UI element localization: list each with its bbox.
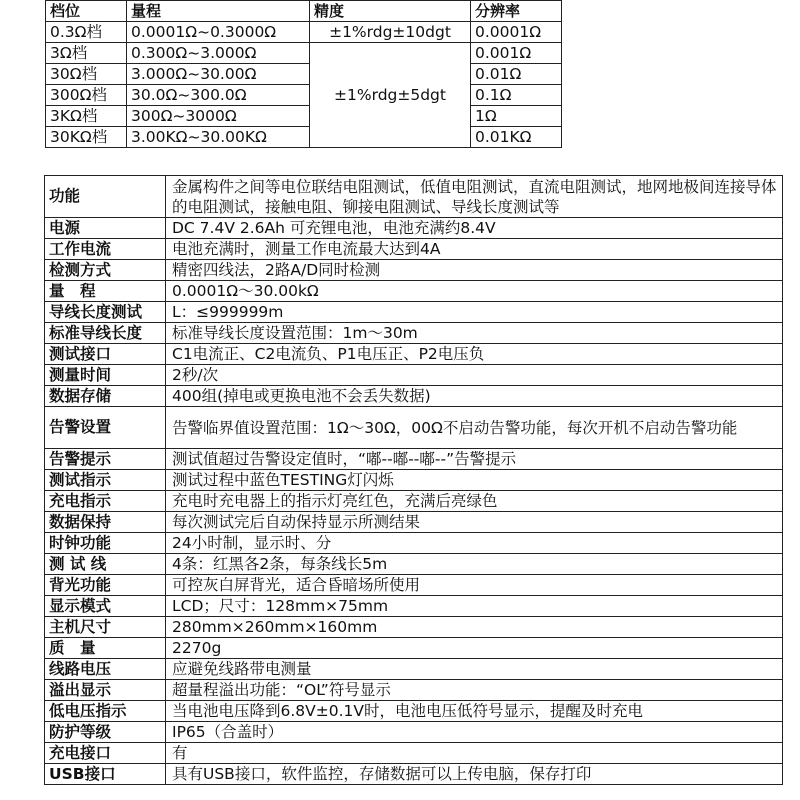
table-row xyxy=(46,43,562,64)
spec-value: LCD；尺寸：128mm×75mm xyxy=(166,596,783,617)
accuracy: ±1%rdg±5dgt xyxy=(310,43,471,148)
spec-row xyxy=(45,365,783,386)
range-level: 0.3Ω档 xyxy=(46,22,127,43)
spec-table xyxy=(44,175,783,785)
spec-label: 防护等级 xyxy=(45,722,166,743)
spec-row xyxy=(45,386,783,407)
spec-value: 精密四线法，2路A/D同时检测 xyxy=(166,260,783,281)
spec-row xyxy=(45,701,783,722)
spec-label: 导线长度测试 xyxy=(45,302,166,323)
table-row xyxy=(46,127,562,148)
spec-value: IP65（合盖时） xyxy=(166,722,783,743)
table-row xyxy=(46,85,562,106)
spec-value: 2秒/次 xyxy=(166,365,783,386)
spec-label: 数据存储 xyxy=(45,386,166,407)
spec-value: 充电时充电器上的指示灯亮红色，充满后亮绿色 xyxy=(166,491,783,512)
spec-row xyxy=(45,638,783,659)
spec-label: USB接口 xyxy=(45,764,166,785)
table-row xyxy=(46,22,562,43)
spec-label: 量 程 xyxy=(45,281,166,302)
spec-value: 金属构件之间等电位联结电阻测试，低值电阻测试，直流电阻测试，地网地极间连接导体的电阻测试，接触电阻、铆接电阻测试、导线长度测试等 xyxy=(166,176,783,218)
spec-value: 电池充满时，测量工作电流最大达到4A xyxy=(166,239,783,260)
header-range: 量程 xyxy=(127,1,310,22)
spec-row xyxy=(45,176,783,218)
spec-row xyxy=(45,302,783,323)
spec-label: 测试指示 xyxy=(45,470,166,491)
spec-label: 检测方式 xyxy=(45,260,166,281)
resolution: 1Ω xyxy=(471,106,562,127)
spec-value: 具有USB接口，软件监控，存储数据可以上传电脑，保存打印 xyxy=(166,764,783,785)
spec-label: 告警设置 xyxy=(45,407,166,449)
spec-label: 充电指示 xyxy=(45,491,166,512)
spec-row xyxy=(45,722,783,743)
spec-label: 测 试 线 xyxy=(45,554,166,575)
spec-value: 每次测试完后自动保持显示所测结果 xyxy=(166,512,783,533)
range-level: 3KΩ档 xyxy=(46,106,127,127)
range-table xyxy=(45,0,562,148)
spec-label: 告警提示 xyxy=(45,449,166,470)
spec-value: 告警临界值设置范围：1Ω～30Ω，00Ω不启动告警功能，每次开机不启动告警功能 xyxy=(166,407,783,449)
accuracy: ±1%rdg±10dgt xyxy=(310,22,471,43)
spec-label: 测量时间 xyxy=(45,365,166,386)
range-span: 30.0Ω~300.0Ω xyxy=(127,85,310,106)
spec-row xyxy=(45,512,783,533)
range-level: 3Ω档 xyxy=(46,43,127,64)
spec-row xyxy=(45,239,783,260)
spec-row xyxy=(45,449,783,470)
spec-label: 标准导线长度 xyxy=(45,323,166,344)
spec-row xyxy=(45,743,783,764)
spec-label: 数据保持 xyxy=(45,512,166,533)
spec-label: 测试接口 xyxy=(45,344,166,365)
resolution: 0.1Ω xyxy=(471,85,562,106)
spec-value: 测试值超过告警设定值时，“嘟--嘟--嘟--”告警提示 xyxy=(166,449,783,470)
spec-row xyxy=(45,218,783,239)
table-row xyxy=(46,106,562,127)
spec-value: 应避免线路带电测量 xyxy=(166,659,783,680)
spec-value: 400组(掉电或更换电池不会丢失数据) xyxy=(166,386,783,407)
resolution: 0.001Ω xyxy=(471,43,562,64)
spec-row xyxy=(45,596,783,617)
spec-value: 超量程溢出功能：“OL”符号显示 xyxy=(166,680,783,701)
spec-label: 电源 xyxy=(45,218,166,239)
spec-label: 主机尺寸 xyxy=(45,617,166,638)
header-range-level: 档位 xyxy=(46,1,127,22)
spec-value: 有 xyxy=(166,743,783,764)
spec-value: 当电池电压降到6.8V±0.1V时，电池电压低符号显示，提醒及时充电 xyxy=(166,701,783,722)
spec-label: 背光功能 xyxy=(45,575,166,596)
range-span: 0.300Ω~3.000Ω xyxy=(127,43,310,64)
spec-label: 时钟功能 xyxy=(45,533,166,554)
spec-row xyxy=(45,323,783,344)
range-span: 300Ω~3000Ω xyxy=(127,106,310,127)
spec-row xyxy=(45,617,783,638)
spec-label: 溢出显示 xyxy=(45,680,166,701)
resolution: 0.0001Ω xyxy=(471,22,562,43)
spec-value: 280mm×260mm×160mm xyxy=(166,617,783,638)
spec-row xyxy=(45,470,783,491)
spec-value: DC 7.4V 2.6Ah 可充锂电池，电池充满约8.4V xyxy=(166,218,783,239)
spec-label: 质 量 xyxy=(45,638,166,659)
spec-row xyxy=(45,491,783,512)
table-row xyxy=(46,64,562,85)
range-table-header xyxy=(46,1,562,22)
spec-value: 标准导线长度设置范围：1m～30m xyxy=(166,323,783,344)
spec-row xyxy=(45,533,783,554)
header-resolution: 分辨率 xyxy=(471,1,562,22)
spec-label: 显示模式 xyxy=(45,596,166,617)
spec-value: 24小时制，显示时、分 xyxy=(166,533,783,554)
spec-value: 测试过程中蓝色TESTING灯闪烁 xyxy=(166,470,783,491)
spec-row xyxy=(45,281,783,302)
spec-row xyxy=(45,659,783,680)
spec-row xyxy=(45,554,783,575)
range-level: 30Ω档 xyxy=(46,64,127,85)
spec-row xyxy=(45,764,783,785)
spec-value: 可控灰白屏背光，适合昏暗场所使用 xyxy=(166,575,783,596)
spec-label: 功能 xyxy=(45,176,166,218)
spec-row xyxy=(45,680,783,701)
spec-value: L：≤999999m xyxy=(166,302,783,323)
resolution: 0.01KΩ xyxy=(471,127,562,148)
resolution: 0.01Ω xyxy=(471,64,562,85)
spec-value: C1电流正、C2电流负、P1电压正、P2电压负 xyxy=(166,344,783,365)
range-span: 3.00KΩ~30.00KΩ xyxy=(127,127,310,148)
range-span: 0.0001Ω~0.3000Ω xyxy=(127,22,310,43)
spec-row xyxy=(45,575,783,596)
spec-row xyxy=(45,344,783,365)
spec-label: 低电压指示 xyxy=(45,701,166,722)
spec-row xyxy=(45,407,783,449)
range-span: 3.000Ω~30.00Ω xyxy=(127,64,310,85)
spec-label: 工作电流 xyxy=(45,239,166,260)
spec-value: 0.0001Ω～30.00kΩ xyxy=(166,281,783,302)
range-level: 300Ω档 xyxy=(46,85,127,106)
spec-value: 4条：红黑各2条，每条线长5m xyxy=(166,554,783,575)
spec-label: 线路电压 xyxy=(45,659,166,680)
spec-value: 2270g xyxy=(166,638,783,659)
header-accuracy: 精度 xyxy=(310,1,471,22)
range-level: 30KΩ档 xyxy=(46,127,127,148)
spec-row xyxy=(45,260,783,281)
spec-label: 充电接口 xyxy=(45,743,166,764)
